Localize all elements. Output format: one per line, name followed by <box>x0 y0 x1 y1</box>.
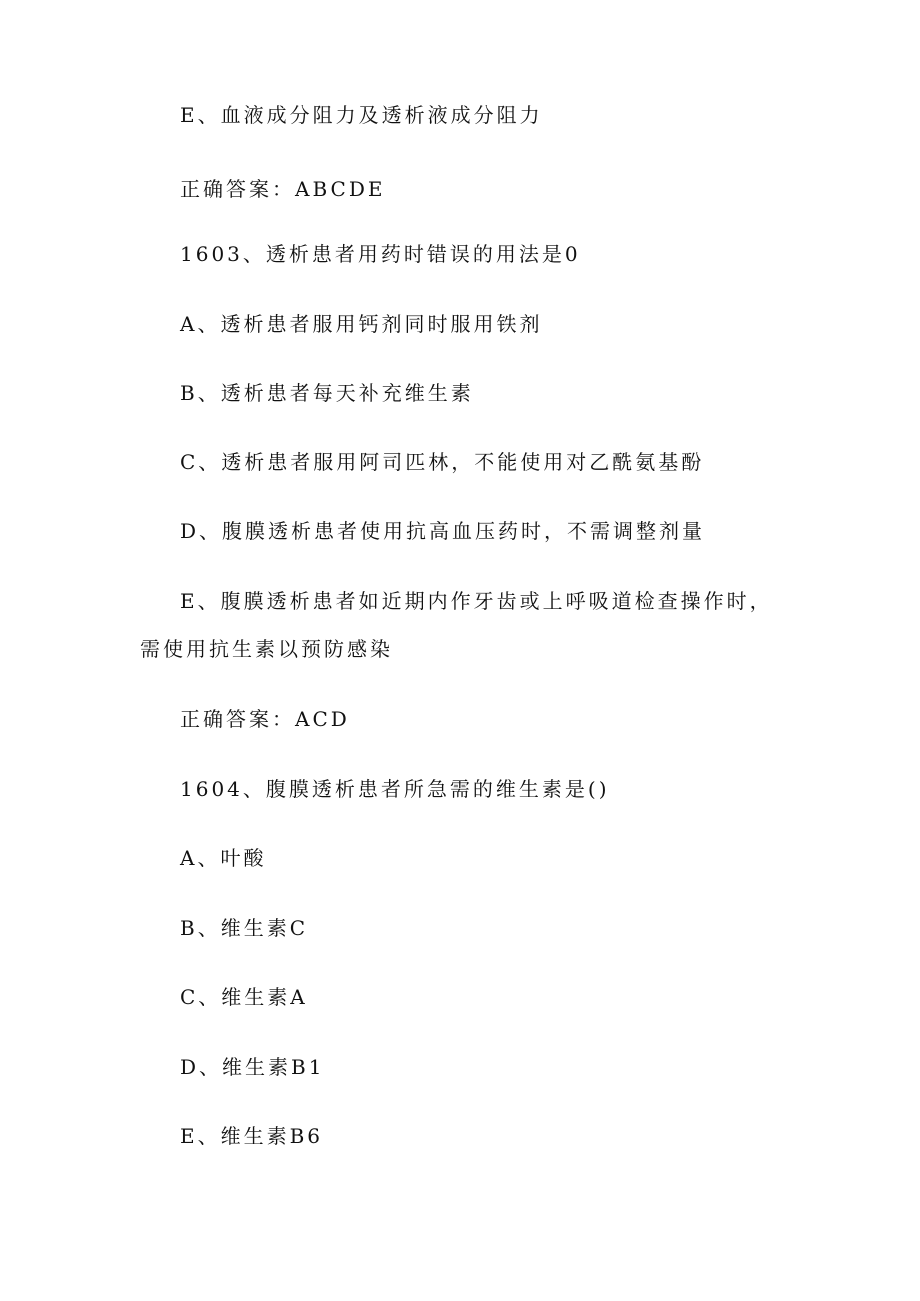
option-b-q1603: B、透析患者每天补充维生素 <box>180 381 474 405</box>
option-b-q1604: B、维生素C <box>180 916 308 940</box>
option-d-q1603: D、腹膜透析患者使用抗高血压药时，不需调整剂量 <box>180 519 706 543</box>
option-a-q1603: A、透析患者服用钙剂同时服用铁剂 <box>180 312 543 336</box>
option-e-q1603: E、腹膜透析患者如近期内作牙齿或上呼吸道检查操作时，需使用抗生素以预防感染 <box>140 589 773 661</box>
answer-q1603: 正确答案：ACD <box>180 707 350 731</box>
answer-q1602: 正确答案：ABCDE <box>180 177 386 201</box>
question-1604: 1604、腹膜透析患者所急需的维生素是() <box>180 777 610 801</box>
option-c-q1603: C、透析患者服用阿司匹林，不能使用对乙酰氨基酚 <box>180 450 705 474</box>
option-a-q1604: A、叶酸 <box>180 846 267 870</box>
question-1603: 1603、透析患者用药时错误的用法是0 <box>180 242 581 266</box>
option-e-q1602: E、血液成分阻力及透析液成分阻力 <box>180 103 543 127</box>
option-d-q1604: D、维生素B1 <box>180 1055 325 1079</box>
option-c-q1604: C、维生素A <box>180 985 308 1009</box>
option-e-q1604: E、维生素B6 <box>180 1124 324 1148</box>
